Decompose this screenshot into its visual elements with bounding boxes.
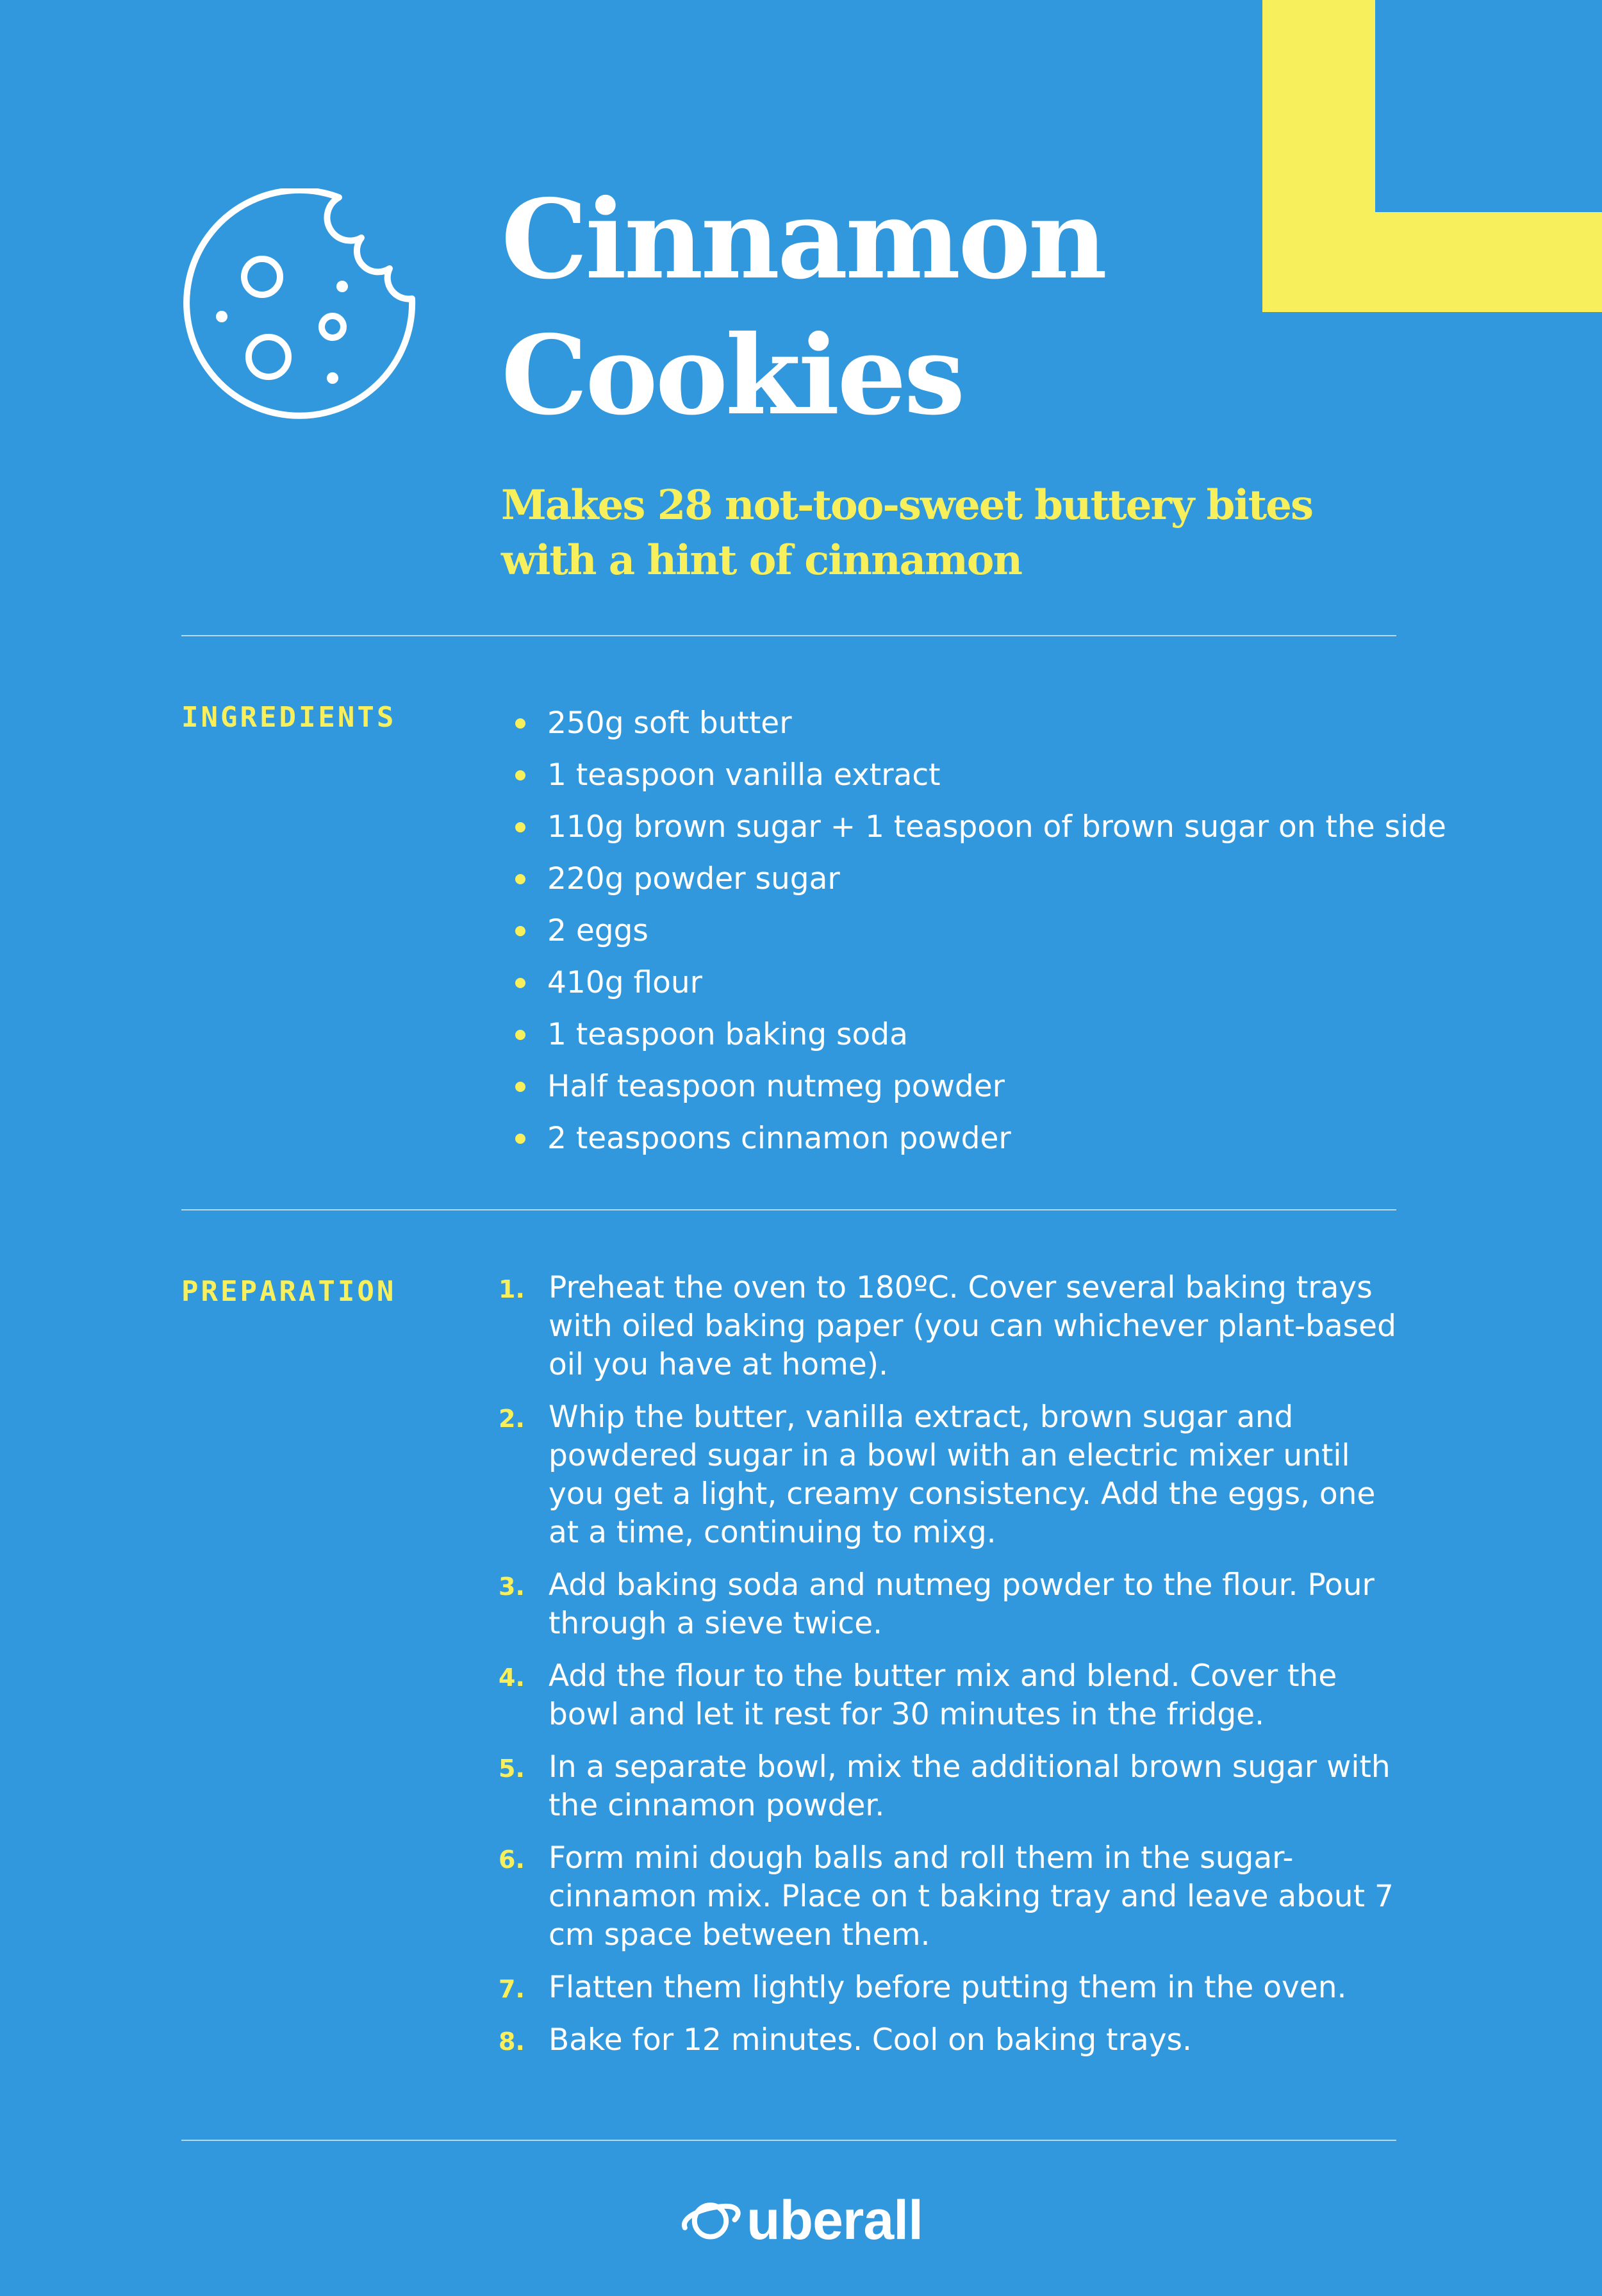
ingredient-item: Half teaspoon nutmeg powder bbox=[506, 1061, 1403, 1112]
step-text: Bake for 12 minutes. Cool on baking trays. bbox=[549, 2022, 1192, 2058]
step-item bbox=[499, 1969, 1408, 2007]
step-number: 2. bbox=[499, 1405, 525, 1433]
bullet-dot bbox=[515, 926, 525, 936]
corner-bar-horizontal bbox=[1262, 212, 1602, 312]
ingredients-label: INGREDIENTS bbox=[181, 701, 397, 734]
bullet-dot bbox=[515, 822, 525, 832]
step-text: In a separate bowl, mix the additional brown sugar with the cinnamon powder. bbox=[549, 1749, 1391, 1823]
ingredient-item: 2 teaspoons cinnamon powder bbox=[506, 1112, 1403, 1164]
subtitle: Makes 28 not-too-sweet buttery bites with a hint of cinnamon bbox=[501, 481, 1312, 584]
step-text: Form mini dough balls and roll them in the sugar-cinnamon mix. Place on t baking tray and leave about 7 cm space between them. bbox=[549, 1840, 1394, 1953]
ingredient-item: 410g flour bbox=[506, 957, 1403, 1009]
planet-icon bbox=[679, 2192, 741, 2249]
bullet-dot bbox=[515, 978, 525, 988]
ingredient-item: 250g soft butter bbox=[506, 697, 1403, 749]
step-text: Add the flour to the butter mix and blend. Cover the bowl and let it rest for 30 minutes in the fridge. bbox=[549, 1658, 1337, 1732]
step-item bbox=[499, 1566, 1408, 1643]
bullet-dot bbox=[515, 718, 525, 729]
corner-decoration bbox=[1262, 0, 1602, 312]
preparation-steps bbox=[499, 1269, 1408, 2074]
ingredient-item: 1 teaspoon vanilla extract bbox=[506, 749, 1403, 801]
step-number: 4. bbox=[499, 1664, 525, 1692]
title-line-1: Cinnamon bbox=[501, 176, 1105, 304]
divider-middle bbox=[181, 1209, 1396, 1210]
step-item bbox=[499, 2021, 1408, 2060]
ingredient-item: 220g powder sugar bbox=[506, 853, 1403, 905]
step-item bbox=[499, 1398, 1408, 1552]
bullet-dot bbox=[515, 1134, 525, 1144]
step-item bbox=[499, 1748, 1408, 1825]
preparation-label: PREPARATION bbox=[181, 1275, 397, 1308]
ingredient-item: 110g brown sugar + 1 teaspoon of brown sugar on the side bbox=[506, 801, 1403, 853]
brand-name: uberall bbox=[747, 2189, 923, 2251]
footer-logo bbox=[679, 2189, 923, 2251]
step-text: Add baking soda and nutmeg powder to the flour. Pour through a sieve twice. bbox=[549, 1567, 1375, 1641]
ingredients-list bbox=[506, 697, 1446, 1164]
bullet-dot bbox=[515, 770, 525, 780]
step-text: Preheat the oven to 180ºC. Cover several baking trays with oiled baking paper (you can whichever plant-based oil you have at home). bbox=[549, 1270, 1396, 1382]
step-text: Flatten them lightly before putting them in the oven. bbox=[549, 1970, 1347, 2005]
bullet-dot bbox=[515, 874, 525, 884]
ingredient-item: 1 teaspoon baking soda bbox=[506, 1009, 1403, 1061]
cookie-icon bbox=[179, 188, 425, 434]
step-number: 7. bbox=[499, 1975, 525, 2003]
step-number: 8. bbox=[499, 2028, 525, 2056]
step-number: 1. bbox=[499, 1275, 525, 1303]
step-item bbox=[499, 1657, 1408, 1734]
bullet-dot bbox=[515, 1082, 525, 1092]
ingredient-item: 2 eggs bbox=[506, 905, 1403, 957]
divider-top bbox=[181, 635, 1396, 636]
step-text: Whip the butter, vanilla extract, brown sugar and powdered sugar in a bowl with an electric mixer until you get a light, creamy consistency. Add the eggs, one at a time, continuing to mixg. bbox=[549, 1400, 1376, 1550]
title-line-2: Cookies bbox=[501, 311, 963, 440]
bullet-dot bbox=[515, 1030, 525, 1040]
step-item bbox=[499, 1839, 1408, 1954]
page-title bbox=[501, 172, 1105, 443]
step-item bbox=[499, 1269, 1408, 1384]
step-number: 6. bbox=[499, 1846, 525, 1874]
step-number: 5. bbox=[499, 1755, 525, 1783]
step-number: 3. bbox=[499, 1573, 525, 1601]
divider-bottom bbox=[181, 2140, 1396, 2141]
